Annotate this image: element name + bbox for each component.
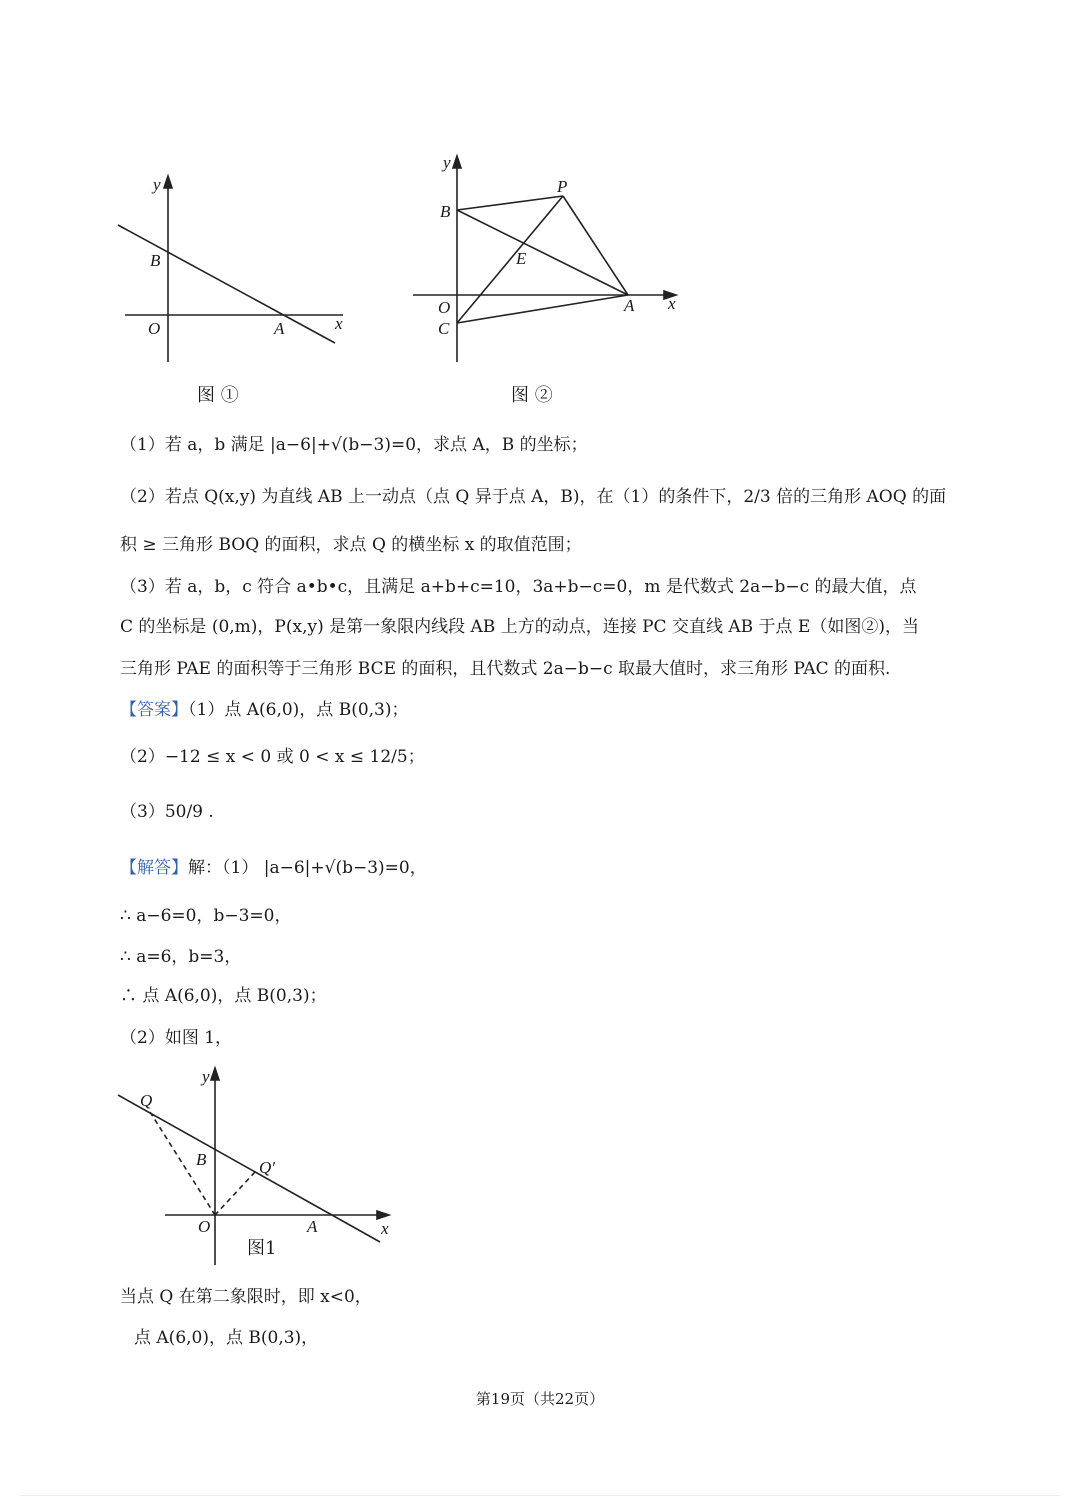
fig1-B-label: B	[150, 251, 161, 270]
question-part-3-line-2: C 的坐标是 (0,m)，P(x,y) 是第一象限内线段 AB 上方的动点，连接 PC 交直线 AB 于点 E（如图②)，当	[120, 617, 919, 637]
solution-step-3: ∴ a=6，b=3，	[120, 947, 242, 967]
answer-tag: 【答案】	[120, 700, 188, 720]
figure-3-caption: 图1	[247, 1238, 277, 1259]
question-part-2-line-1: （2）若点 Q(x,y) 为直线 AB 上一动点（点 Q 异于点 A，B)，在（1）的条件下，2/3 倍的三角形 AOQ 的面	[120, 487, 947, 507]
fig3-Q-label: Q	[140, 1091, 153, 1110]
question-part-1: （1）若 a，b 满足 |a−6|+√(b−3)=0，求点 A，B 的坐标；	[120, 435, 588, 455]
figure-2	[413, 156, 676, 362]
fig3-x-label: x	[381, 1219, 389, 1238]
solution-line-1	[120, 857, 427, 879]
fig1-x-label: x	[335, 314, 343, 333]
question-part-3-line-1: （3）若 a，b，c 符合 a•b•c，且满足 a+b+c=10，3a+b−c=0，m 是代数式 2a−b−c 的最大值，点	[120, 577, 917, 597]
fig2-B-label: B	[440, 202, 451, 221]
fig3-y-label: y	[202, 1067, 210, 1086]
fig3-B-label: B	[196, 1150, 207, 1169]
solution-step-7: 点 A(6,0)，点 B(0,3)，	[134, 1328, 319, 1348]
fig3-A-label: A	[307, 1217, 318, 1236]
answer-line-1	[120, 699, 409, 721]
fig2-O-label: O	[438, 298, 451, 317]
fig3-Qprime-label: Q′	[259, 1158, 275, 1177]
solution-step-2: ∴ a−6=0，b−3=0，	[120, 906, 292, 926]
fig1-y-label: y	[153, 175, 161, 194]
fig2-P-label: P	[557, 177, 568, 196]
answer-part-3: （3）50/9 .	[120, 802, 214, 822]
page-bottom-divider	[20, 1495, 1060, 1496]
fig2-y-label: y	[443, 153, 451, 172]
fig2-E-label: E	[516, 249, 527, 268]
fig2-x-label: x	[668, 294, 676, 313]
fig2-A-label: A	[624, 296, 635, 315]
question-part-3-line-3: 三角形 PAE 的面积等于三角形 BCE 的面积，且代数式 2a−b−c 取最大值时，求三角形 PAC 的面积.	[120, 659, 891, 679]
solution-step-6: 当点 Q 在第二象限时，即 x<0，	[120, 1287, 372, 1307]
solution-tag: 【解答】	[120, 858, 188, 878]
solution-step-4: ∴ 点 A(6,0)，点 B(0,3)；	[120, 986, 327, 1006]
answer-part-2: （2）−12 ≤ x < 0 或 0 < x ≤ 12/5；	[120, 747, 425, 767]
figure-2-caption: 图 ②	[511, 385, 553, 406]
fig2-C-label: C	[438, 319, 450, 338]
fig1-A-label: A	[274, 319, 285, 338]
page-footer: 第19页（共22页）	[475, 1390, 605, 1408]
figure-1-caption: 图 ①	[197, 385, 239, 406]
solution-step-1: 解：（1） |a−6|+√(b−3)=0，	[188, 858, 427, 878]
fig3-O-label: O	[198, 1217, 211, 1236]
answer-part-1: （1）点 A(6,0)，点 B(0,3)；	[188, 700, 409, 720]
fig1-O-label: O	[148, 319, 161, 338]
solution-step-5: （2）如图 1，	[120, 1028, 233, 1048]
question-part-2-line-2: 积 ≥ 三角形 BOQ 的面积，求点 Q 的横坐标 x 的取值范围；	[120, 535, 582, 555]
